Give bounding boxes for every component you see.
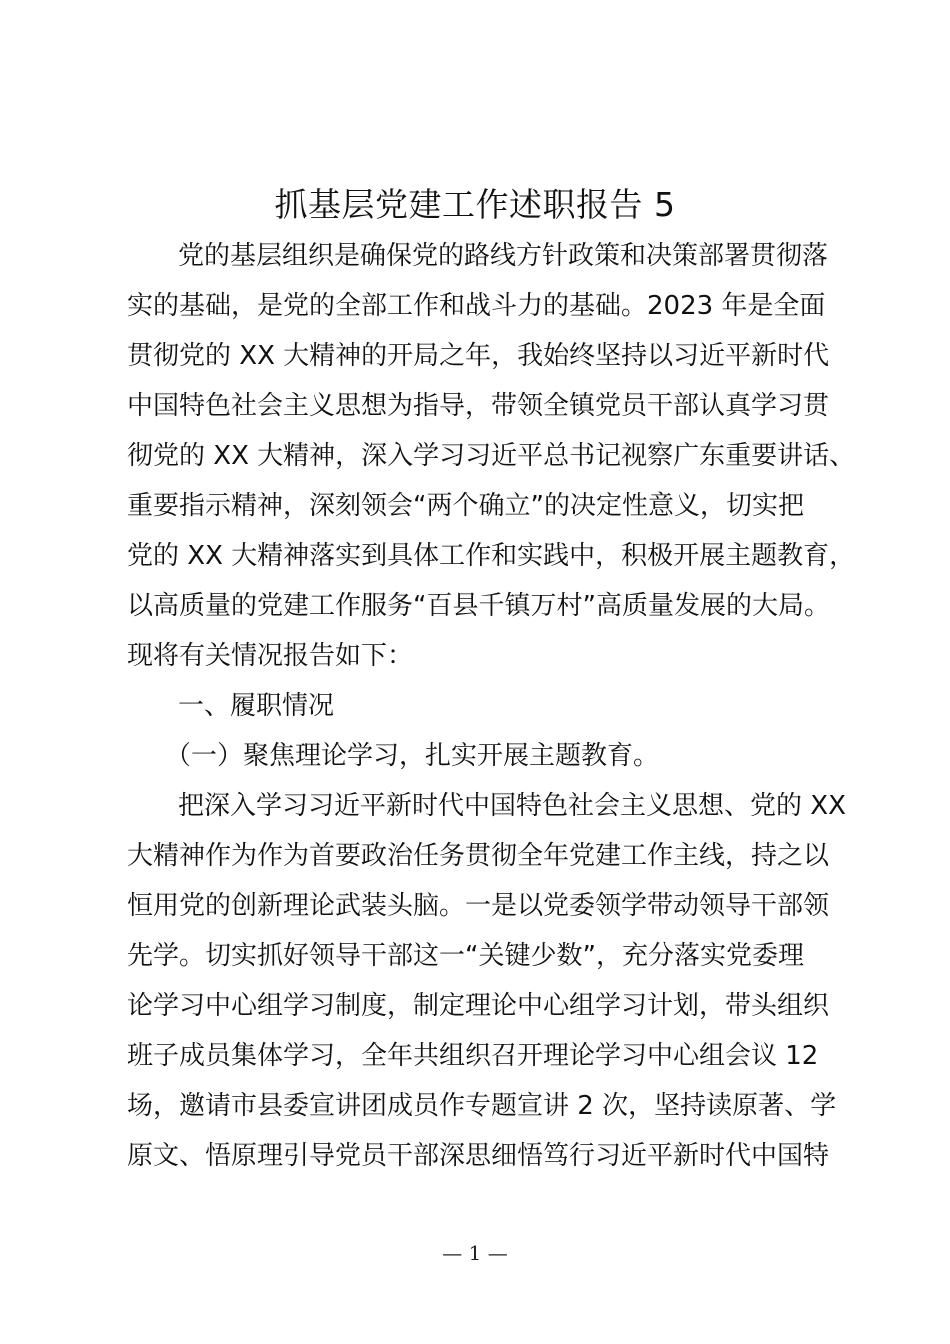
body-line: 场，邀请市县委宣讲团成员作专题宣讲 2 次，坚持读原著、学 xyxy=(127,1091,837,1121)
body-line: 论学习中心组学习制度，制定理论中心组学习计划，带头组织 xyxy=(127,991,830,1021)
body-line: 先学。切实抓好领导干部这一“关键少数”，充分落实党委理 xyxy=(127,941,804,971)
body-line: 彻党的 XX 大精神，深入学习习近平总书记视察广东重要讲话、 xyxy=(127,441,856,471)
page-number: — 1 — xyxy=(442,1241,508,1265)
body-line: 恒用党的创新理论武装头脑。一是以党委领学带动领导干部领 xyxy=(127,891,830,921)
body-line: 现将有关情况报告如下： xyxy=(127,641,414,671)
section-heading: 一、履职情况 xyxy=(178,691,335,721)
body-line: 大精神作为作为首要政治任务贯彻全年党建工作主线，持之以 xyxy=(127,841,830,871)
body-line: 实的基础，是党的全部工作和战斗力的基础。2023 年是全面 xyxy=(127,291,826,321)
subsection-heading: （一）聚焦理论学习，扎实开展主题教育。 xyxy=(165,741,660,771)
body-line: 党的基层组织是确保党的路线方针政策和决策部署贯彻落 xyxy=(178,241,829,271)
body-line: 中国特色社会主义思想为指导，带领全镇党员干部认真学习贯 xyxy=(127,391,830,421)
body-line: 以高质量的党建工作服务“百县千镇万村”高质量发展的大局。 xyxy=(127,591,830,621)
body-line: 把深入学习习近平新时代中国特色社会主义思想、党的 XX xyxy=(178,791,846,821)
body-line: 重要指示精神，深刻领会“两个确立”的决定性意义，切实把 xyxy=(127,491,804,521)
body-line: 贯彻党的 XX 大精神的开局之年，我始终坚持以习近平新时代 xyxy=(127,341,830,371)
body-line: 原文、悟原理引导党员干部深思细悟笃行习近平新时代中国特 xyxy=(127,1141,830,1171)
body-line: 班子成员集体学习，全年共组织召开理论学习中心组会议 12 xyxy=(127,1041,819,1071)
body-line: 党的 XX 大精神落实到具体工作和实践中，积极开展主题教育， xyxy=(127,541,856,571)
page-title: 抓基层党建工作述职报告 5 xyxy=(274,185,676,224)
